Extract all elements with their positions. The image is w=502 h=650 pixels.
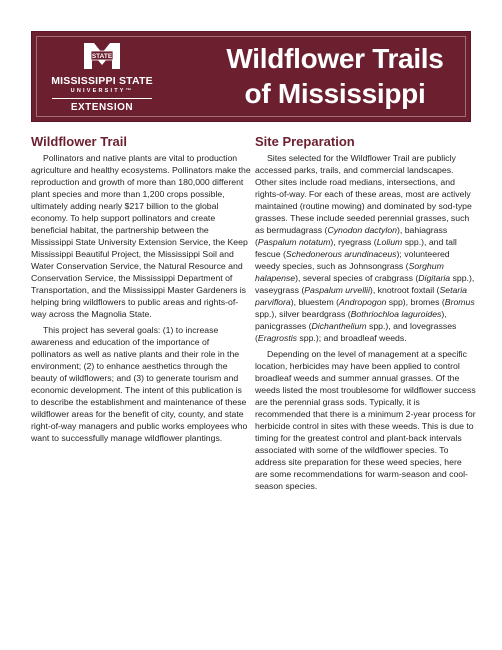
paragraph: This project has several goals: (1) to increase awareness and education of the importance of pollinators as well as native plants and their role in the environment; (2) to enhance aesthetics through the beauty of wildflowers; and (3) to generate tourism and economic development. The intent of this publication is to describe the establishment and maintenance of these wildflower areas for the benefit of city, county, and state right-of-way managers and public works employees who want to successfully manage wildflower plantings. [31, 325, 248, 443]
right-column [255, 134, 476, 492]
left-column [31, 134, 251, 444]
title-line-1: Wildflower Trails [226, 43, 444, 74]
msu-seal-icon [81, 41, 123, 71]
logo-extension: EXTENSION [52, 98, 152, 113]
paragraph: Depending on the level of management at a specific location, herbicides may have been applied to control broadleaf weeds and summer annual grasses. Of the weeds listed the most troublesome for wildflower success are the perennial grass sods. Typically, it is recommended that there is a minimum 2-year process for herbicide control in sites with these weeds. This is due to timing for the greatest control and plant-back intervals associated with some of the wildflower species. To address site preparation for these weed species, here are some recommendations for warm-season and cool-season species. [255, 349, 476, 491]
page-title [204, 41, 466, 111]
logo-name: MISSISSIPPI STATE [51, 75, 153, 87]
section-heading-site-preparation: Site Preparation [255, 134, 355, 149]
paragraph: Pollinators and native plants are vital to production agriculture and healthy ecosystems. Pollinators make the reproduction and growth of more than 180,000 different plant species and more than 1,200 crops possible, ultimately adding nearly $217 billion to the global economy. To help support pollinators and create beneficial habitat, the partnership between the Mississippi State University Extension Service, the Keep Mississippi Beautiful Project, the Mississippi Soil and Water Conservation Service, the Natural Resource and Conservation Service, the Mississippi Department of Transportation, and the Mississippi Master Gardeners is helping bring wildflowers to public areas and rights-of-way across the Magnolia State. [31, 153, 251, 319]
section-heading-wildflower-trail: Wildflower Trail [31, 134, 127, 149]
logo-university: UNIVERSITY™ [70, 88, 134, 94]
seal-text: STATE [91, 53, 113, 60]
paragraph: Sites selected for the Wildflower Trail are publicly accessed parks, trails, and commercial landscapes. Other sites include road medians, intersections, and rights-of-way. For each of these areas, most are actively maintained (routine mowing) and dominated by sod-type grasses. These include seeded perennial grasses, such as bermudagrass (Cynodon dactylon), bahiagrass (Paspalum notatum), ryegrass (Lolium spp.), and tall fescue (Schedonerous arundinaceus); volunteered weedy species, such as Johnsongrass (Sorghum halapense), several species of crabgrass (Digitaria spp.), vaseygrass (Paspalum urvellii), knotroot foxtail (Setaria parviflora), bluestem (Andropogon spp), bromes (Bromus spp.), silver beardgrass (Bothriochloa laguroides), panicgrasses (Dichanthelium spp.), and lovegrasses (Eragrostis spp.); and broadleaf weeds. [255, 153, 475, 343]
title-line-2: of Mississippi [244, 78, 426, 109]
msu-extension-logo [42, 41, 162, 115]
title-banner [31, 31, 471, 122]
